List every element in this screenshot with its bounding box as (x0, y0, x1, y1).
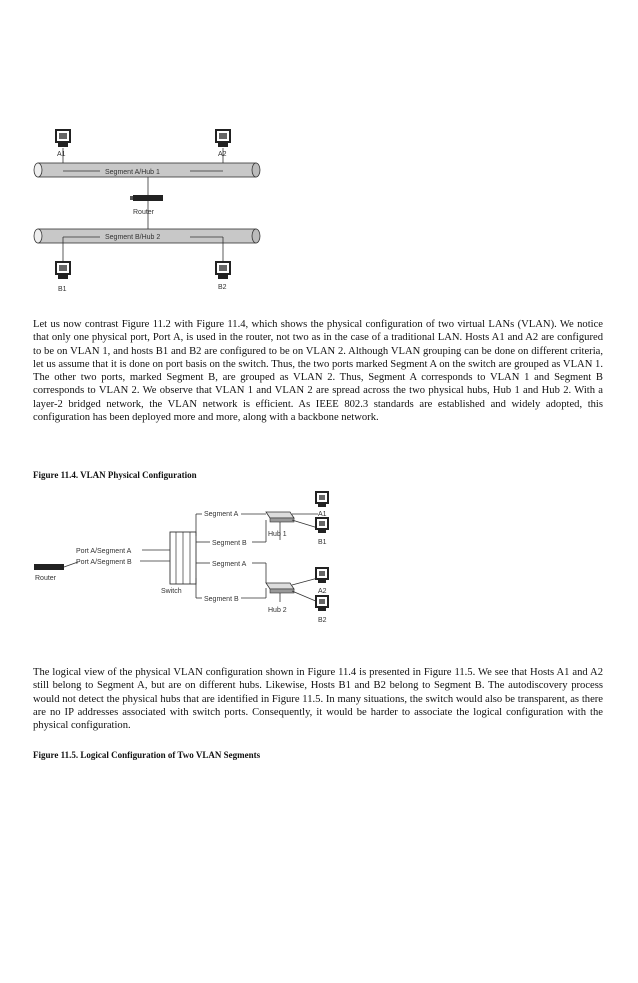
host-b1-label: B1 (318, 539, 327, 546)
router-icon (130, 195, 163, 201)
host-b2-label: B2 (318, 617, 327, 624)
computer-icon (216, 130, 230, 147)
computer-icon (216, 262, 230, 279)
hub1-label: Hub 1 (268, 531, 287, 538)
host-b2-label: B2 (218, 284, 227, 291)
figure-11-4-caption: Figure 11.4. VLAN Physical Configuration (33, 470, 197, 480)
port-a-segment-a-label: Port A/Segment A (76, 548, 132, 555)
port-a-segment-b-label: Port A/Segment B (76, 559, 132, 566)
segment-b-label-1: Segment B (212, 540, 247, 547)
figure-11-5-caption: Figure 11.5. Logical Configuration of Two VLAN Segments (33, 750, 261, 760)
switch-label: Switch (161, 588, 182, 595)
host-a1-label: A1 (318, 511, 327, 518)
segment-a-label-2: Segment A (212, 561, 247, 568)
host-a2-label: A2 (218, 151, 227, 158)
segment-b-label: Segment B/Hub 2 (105, 234, 161, 241)
switch-icon (170, 532, 196, 584)
segment-a-label-1: Segment A (204, 511, 239, 518)
computer-icon (316, 518, 328, 533)
host-b1-label: B1 (58, 286, 67, 293)
router-label: Router (133, 209, 155, 216)
computer-icon (316, 596, 328, 611)
computer-icon (56, 130, 70, 147)
segment-a-label: Segment A/Hub 1 (105, 169, 160, 176)
vlan-physical-figure (30, 490, 340, 640)
computer-icon (316, 492, 328, 507)
host-a2-label: A2 (318, 588, 327, 595)
router-label: Router (35, 575, 57, 582)
traditional-lan-figure (30, 125, 270, 305)
host-a1-label: A1 (57, 151, 66, 158)
body-paragraph-2: The logical view of the physical VLAN configuration shown in Figure 11.4 is presented in Figure 11.5. We see that Hosts A1 and A2 still belong to Segment A, but are on different hubs. Likewise, Hosts B1 and B2 belong to Segment B. The autodiscovery process would not detect the physical hubs that are identified in Figure 11.5. In many situations, the switch would also be transparent, as there are no IP addresses associated with switch ports. Consequently, it would be harder to associate the logical configuration with the physical configuration. (33, 667, 603, 732)
body-paragraph-1: Let us now contrast Figure 11.2 with Figure 11.4, which shows the physical configuration of two virtual LANs (VLAN). We notice that only one physical port, Port A, is used in the router, not two as in the case of a traditional LAN. Hosts A1 and A2 are configured to be on VLAN 1, and hosts B1 and B2 are configured to be on VLAN 2. Although VLAN grouping can be done on different criteria, let us assume that it is done on port basis on the switch. Thus, the two ports marked Segment A on the switch are grouped as VLAN 1. The other two ports, marked Segment B, are grouped as VLAN 2. Thus, Segment A corresponds to VLAN 1 and Segment B corresponds to VLAN 2. We observe that VLAN 1 and VLAN 2 are spread across the two physical hubs, Hub 1 and Hub 2. With a layer-2 bridged network, the VLAN network is efficient. As IEEE 802.3 standards are established and widely adopted, this configuration has been deployed more and more, along with a backbone network. (33, 319, 603, 424)
router-icon (34, 564, 64, 570)
hub-icon (266, 583, 294, 593)
computer-icon (56, 262, 70, 279)
computer-icon (316, 568, 328, 583)
hub-icon (266, 512, 294, 522)
segment-b-label-2: Segment B (204, 596, 239, 603)
hub2-label: Hub 2 (268, 607, 287, 614)
